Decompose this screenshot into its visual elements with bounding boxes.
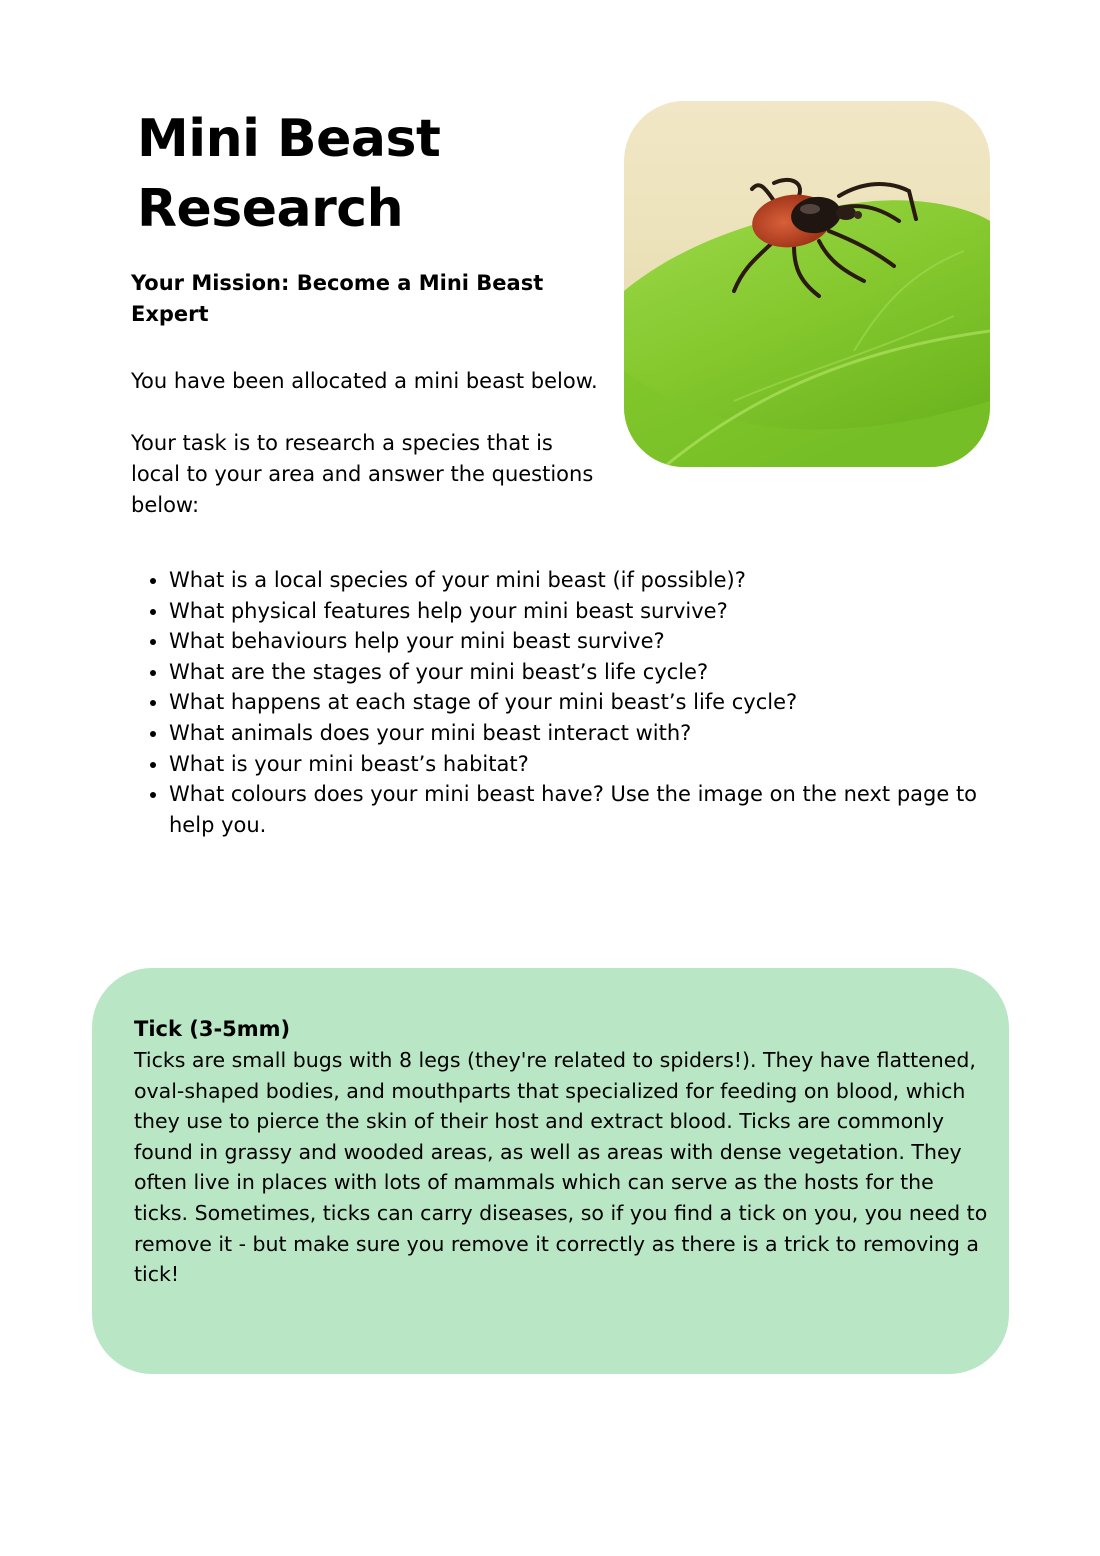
- page-title: Mini Beast Research: [137, 109, 441, 239]
- allocated-paragraph: You have been allocated a mini beast below.: [131, 369, 598, 393]
- intro-text: [131, 366, 601, 552]
- info-body: Ticks are small bugs with 8 legs (they're related to spiders!). They have flattened, oval-shaped bodies, and mouthparts that specialized for feeding on blood, which they use to pierce the skin of their host and extract blood. Ticks are commonly found in grassy and wooded areas, as well as areas with dense vegetation. They often live in places with lots of mammals which can serve as the hosts for the ticks. Sometimes, ticks can carry diseases, so if you find a tick on you, you need to remove it - but make sure you remove it correctly as there is a trick to removing a tick!: [134, 1048, 988, 1287]
- question-item: • What behaviours help your mini beast survive?: [169, 626, 981, 657]
- task-paragraph: Your task is to research a species that is local to your area and answer the questions below:: [131, 431, 594, 517]
- question-item: • What is your mini beast’s habitat?: [169, 749, 981, 780]
- question-item: • What colours does your mini beast have? Use the image on the next page to help you.: [169, 779, 981, 840]
- question-item: • What are the stages of your mini beast’s life cycle?: [169, 657, 981, 688]
- tick-on-leaf-photo: [624, 101, 990, 467]
- mission-heading: Your Mission: Become a Mini Beast Expert: [131, 271, 544, 326]
- question-item: • What happens at each stage of your mini beast’s life cycle?: [169, 687, 981, 718]
- info-title: Tick (3-5mm): [134, 1017, 291, 1041]
- question-item: • What physical features help your mini beast survive?: [169, 596, 981, 627]
- question-item: • What animals does your mini beast interact with?: [169, 718, 981, 749]
- question-list: [131, 565, 981, 840]
- question-item: • What is a local species of your mini beast (if possible)?: [169, 565, 981, 596]
